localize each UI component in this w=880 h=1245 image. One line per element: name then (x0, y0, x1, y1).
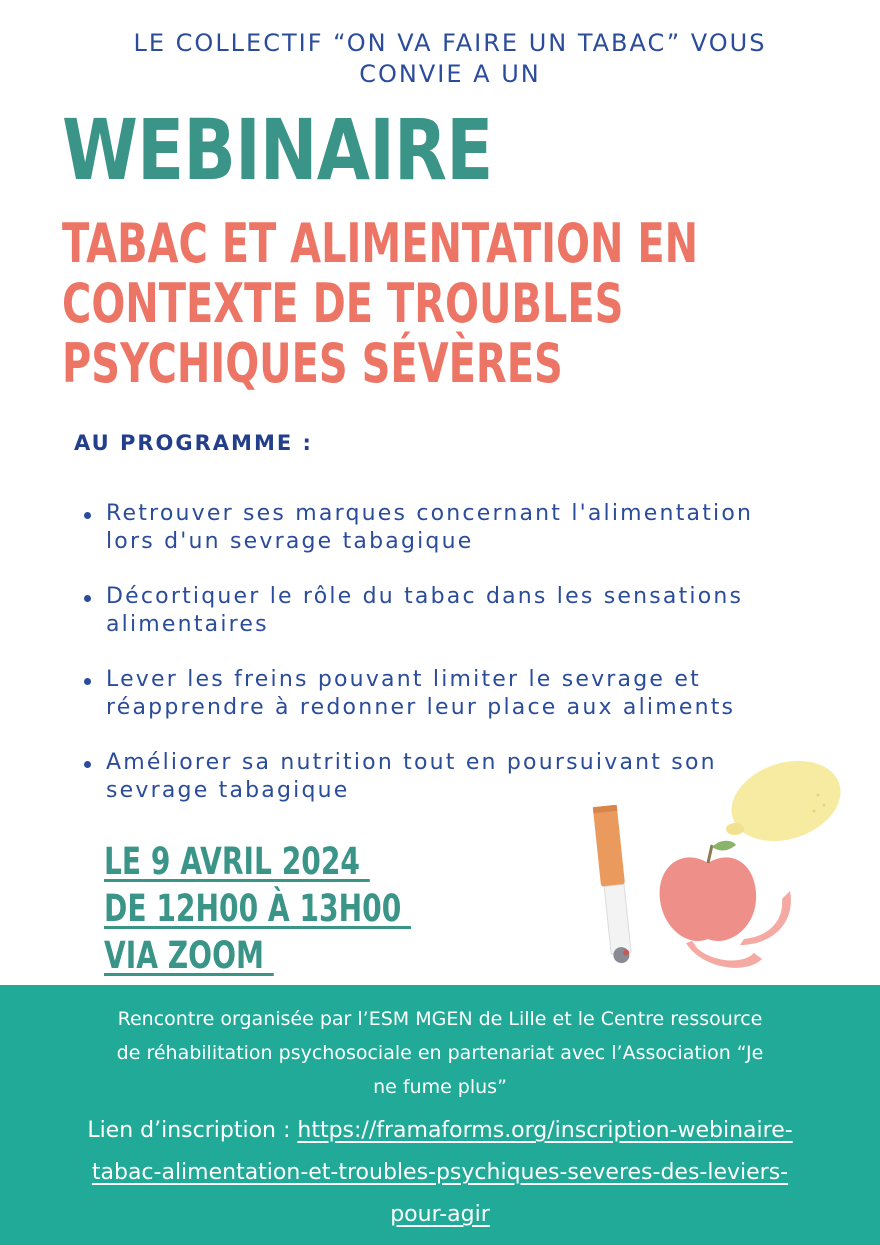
cigarette-icon (593, 805, 633, 965)
apple-icon (660, 841, 757, 941)
registration-label: Lien d’inscription : (87, 1118, 298, 1143)
program-item (84, 500, 844, 556)
webinar-subtitle (62, 214, 698, 394)
event-details (104, 838, 411, 979)
footer-band (0, 985, 880, 1245)
bullet-icon (84, 512, 91, 519)
registration-block (10, 1110, 870, 1236)
intro-line-1: LE COLLECTIF “ON VA FAIRE UN TABAC” VOUS (133, 29, 767, 57)
program-item-line-2: lors d'un sevrage tabagique (106, 529, 474, 554)
program-item-line-2: réapprendre à redonner leur place aux aliments (106, 695, 736, 720)
registration-link-part-3[interactable]: pour-agir (390, 1202, 490, 1227)
intro-line-2: CONVIE A UN (359, 60, 541, 88)
program-item-line-2: alimentaires (106, 612, 269, 637)
program-item-line-1: Retrouver ses marques concernant l'alimentation (106, 501, 754, 526)
organizer-line-3: ne fume plus” (373, 1076, 507, 1098)
registration-link-part-1[interactable]: https://framaforms.org/inscription-webinaire- (297, 1118, 793, 1143)
subtitle-line-3: PSYCHIQUES SÉVÈRES (62, 332, 563, 395)
program-item (84, 583, 844, 639)
organizer-line-2: de réhabilitation psychosociale en partenariat avec l’Association “Je (116, 1042, 764, 1064)
program-heading: AU PROGRAMME : (74, 431, 313, 455)
webinar-title: WEBINAIRE (62, 101, 493, 199)
organizer-line-1: Rencontre organisée par l’ESM MGEN de Lille et le Centre ressource (117, 1008, 763, 1030)
program-item-line-1: Décortiquer le rôle du tabac dans les sensations (106, 584, 744, 609)
registration-link-part-2[interactable]: tabac-alimentation-et-troubles-psychiques-severes-des-leviers- (91, 1160, 789, 1185)
program-item-line-1: Lever les freins pouvant limiter le sevrage et (106, 667, 701, 692)
bullet-icon (84, 595, 91, 602)
bullet-icon (84, 761, 91, 768)
event-platform: VIA ZOOM (104, 934, 274, 977)
program-item-line-1: Améliorer sa nutrition tout en poursuivant son (106, 750, 717, 775)
subtitle-line-2: CONTEXTE DE TROUBLES (62, 272, 624, 335)
event-date: LE 9 AVRIL 2024 (104, 840, 370, 883)
food-illustration (590, 755, 850, 985)
organizer-text (60, 1002, 820, 1104)
intro-text (100, 28, 800, 90)
lemon-icon (721, 755, 850, 854)
subtitle-line-1: TABAC ET ALIMENTATION EN (62, 212, 699, 275)
program-item-line-2: sevrage tabagique (106, 778, 350, 803)
bullet-icon (84, 678, 91, 685)
program-item (84, 666, 844, 722)
event-time: DE 12H00 À 13H00 (104, 887, 412, 930)
